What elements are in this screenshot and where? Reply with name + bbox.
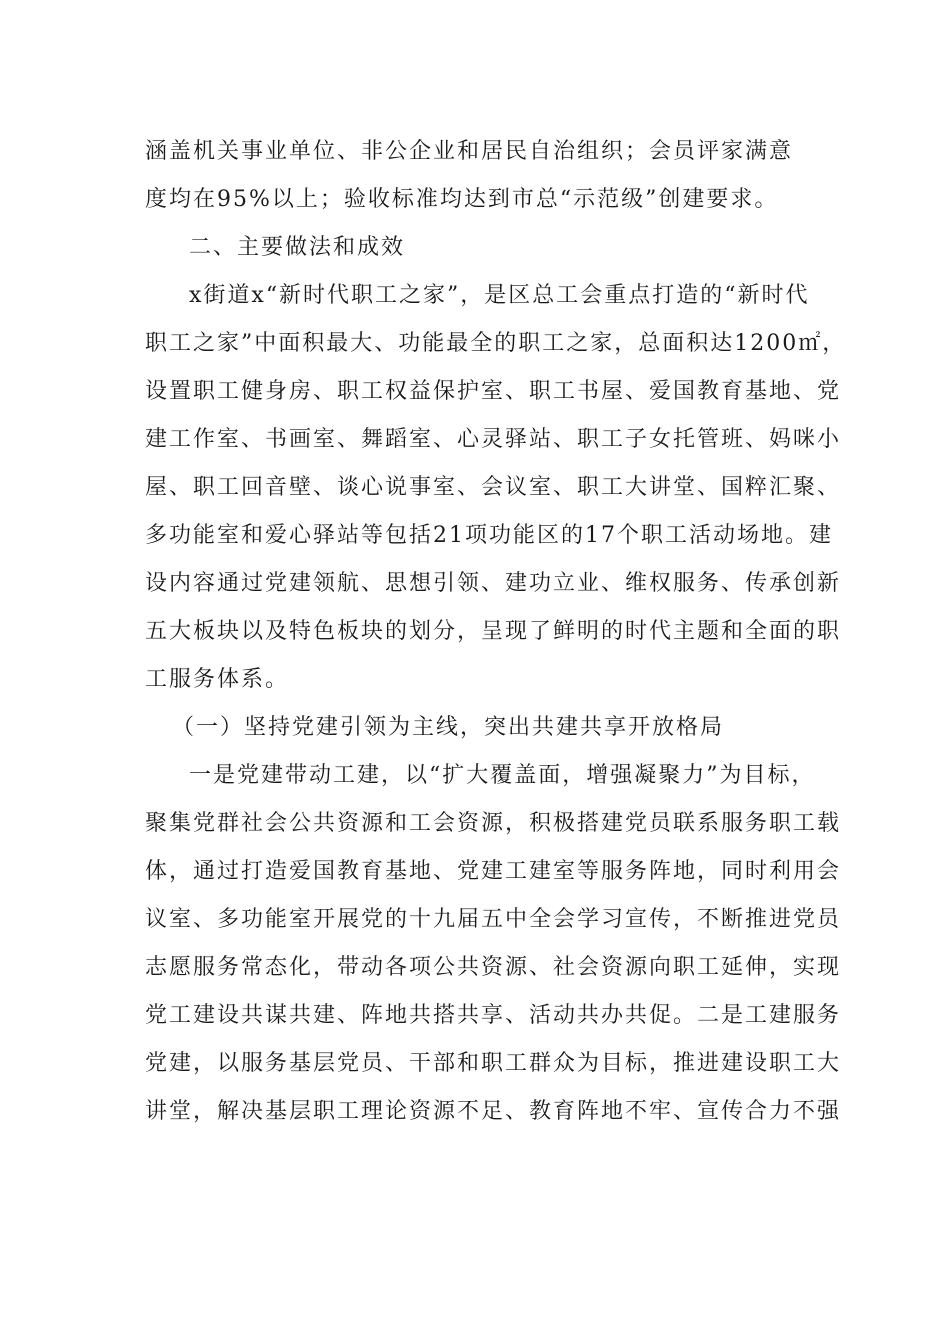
- paragraph-line: 一是党建带动工建，以“扩大覆盖面，增强凝聚力”为目标，: [189, 763, 816, 788]
- paragraph-line: 工服务体系。: [145, 667, 290, 692]
- paragraph-line: 聚集党群社会公共资源和工会资源，积极搭建党员联系服务职工载: [145, 811, 842, 836]
- paragraph-line: 党工建设共谋共建、阵地共搭共享、活动共办共促。二是工建服务: [145, 1003, 842, 1028]
- paragraph-line: 职工之家”中面积最大、功能最全的职工之家，总面积达1200㎡，: [145, 331, 847, 356]
- paragraph-line: 五大板块以及特色板块的划分，呈现了鲜明的时代主题和全面的职: [145, 619, 842, 644]
- paragraph-line: 多功能室和爱心驿站等包括21项功能区的17个职工活动场地。建: [145, 523, 833, 548]
- paragraph-line: 建工作室、书画室、舞蹈室、心灵驿站、职工子女托管班、妈咪小: [145, 427, 842, 452]
- paragraph-line: 志愿服务常态化，带动各项公共资源、社会资源向职工延伸，实现: [145, 955, 842, 980]
- paragraph-line: 党建，以服务基层党员、干部和职工群众为目标，推进建设职工大: [145, 1051, 842, 1076]
- paragraph-line: 设置职工健身房、职工权益保护室、职工书屋、爱国教育基地、党: [145, 379, 842, 404]
- paragraph-line: 屋、职工回音壁、谈心说事室、会议室、职工大讲堂、国粹汇聚、: [145, 475, 842, 500]
- paragraph-line: x街道x“新时代职工之家”，是区总工会重点打造的“新时代: [189, 283, 810, 308]
- paragraph-line: 体，通过打造爱国教育基地、党建工建室等服务阵地，同时利用会: [145, 859, 842, 884]
- paragraph-line: 度均在95%以上；验收标准均达到市总“示范级”创建要求。: [145, 187, 779, 212]
- subsection-heading: （一）坚持党建引领为主线，突出共建共享开放格局: [172, 715, 725, 740]
- paragraph-line: 议室、多功能室开展党的十九届五中全会学习宣传，不断推进党员: [145, 907, 842, 932]
- paragraph-line: 涵盖机关事业单位、非公企业和居民自治组织；会员评家满意: [145, 139, 794, 164]
- document-body: [145, 128, 847, 1136]
- paragraph-line: 讲堂，解决基层职工理论资源不足、教育阵地不牢、宣传合力不强: [145, 1099, 842, 1124]
- paragraph-line: 设内容通过党建领航、思想引领、建功立业、维权服务、传承创新: [145, 571, 842, 596]
- section-heading: 二、主要做法和成效: [189, 235, 406, 260]
